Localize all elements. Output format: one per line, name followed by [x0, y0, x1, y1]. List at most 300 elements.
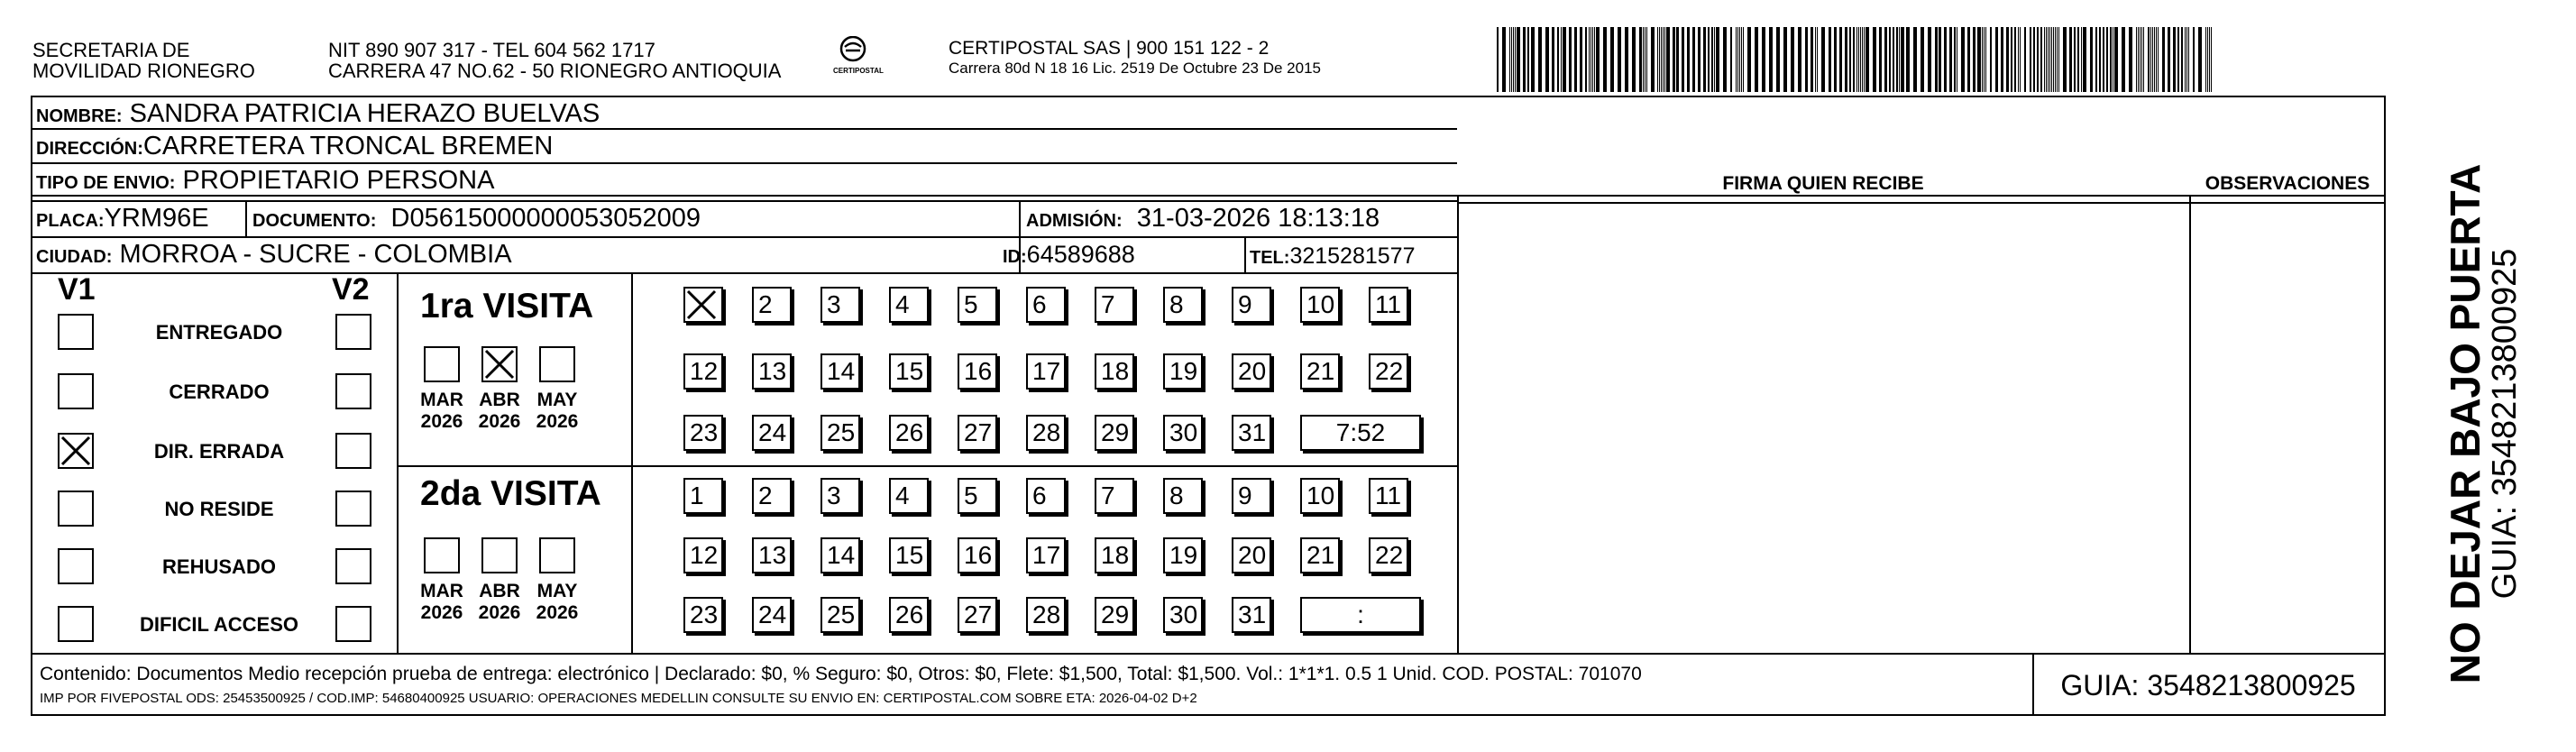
barcode-bar [1783, 27, 1787, 92]
barcode-bar [1603, 27, 1607, 92]
barcode-bar [2037, 27, 2039, 92]
footer-guia: GUIA: 3548213800925 [2060, 669, 2356, 702]
barcode-bar [1666, 27, 1670, 92]
day-checkbox[interactable]: 17 [1026, 537, 1066, 573]
day-checkbox[interactable]: 3 [820, 287, 860, 323]
day-checkbox[interactable]: 18 [1095, 353, 1134, 390]
tel-field: TEL:3215281577 [1250, 243, 1416, 269]
day-checkbox[interactable]: 4 [889, 287, 929, 323]
barcode-bar [2198, 27, 2202, 92]
barcode-bar [2020, 27, 2021, 92]
barcode-bar [1557, 27, 1559, 92]
barcode-bar [2143, 27, 2144, 92]
barcode-bar [2205, 27, 2206, 92]
barcode-bar [1990, 27, 1992, 92]
barcode-bar [1692, 27, 1695, 92]
barcode-bar [1545, 27, 1549, 92]
barcode-bar [1984, 27, 1985, 92]
barcode-bar [1834, 27, 1837, 92]
divider [1457, 202, 2386, 204]
barcode-bar [1862, 27, 1863, 92]
barcode-bar [1967, 27, 1970, 92]
barcode-bar [1515, 27, 1516, 92]
barcode-bar [2150, 27, 2151, 92]
barcode-bar [2046, 27, 2047, 92]
time-field[interactable]: : [1300, 597, 1421, 633]
day-checkbox[interactable]: 25 [820, 415, 860, 451]
certipostal-logo: CERTIPOSTAL [833, 36, 873, 75]
day-checkbox[interactable]: 27 [958, 415, 997, 451]
barcode-bar [1817, 27, 1818, 92]
barcode-bar [1625, 27, 1628, 92]
barcode-bar [1739, 27, 1740, 92]
status-v2-checkbox[interactable] [335, 433, 371, 469]
frame-top [31, 96, 2386, 97]
day-checkbox[interactable]: 8 [1163, 478, 1203, 514]
barcode-bar [1853, 27, 1855, 92]
day-checkbox[interactable]: 3 [820, 478, 860, 514]
day-checkbox[interactable]: 9 [1232, 287, 1271, 323]
status-label: ENTREGADO [155, 321, 283, 344]
frame-bottom [31, 714, 2386, 716]
frame-left [31, 96, 32, 716]
barcode-bar [2040, 27, 2042, 92]
barcode-bar [1592, 27, 1593, 92]
month-label: MAR 2026 [420, 390, 463, 432]
nombre-row: NOMBRE: SANDRA PATRICIA HERAZO BUELVAS [36, 99, 600, 128]
barcode-bar [1939, 27, 1941, 92]
barcode-bar [2095, 27, 2097, 92]
contenido-line: Contenido: Documentos Medio recepción prueba de entrega: electrónico | Declarado: $0, % Seguro: $0, Otros: $0, Flete: $1,500, Total: $1,500. Vol.: 1*1*1. 0.5 1 Unid. COD. POSTAL: 701070 [40, 664, 1642, 684]
barcode-bar [2048, 27, 2049, 92]
barcode-bar [1995, 27, 1998, 92]
barcode-bar [1954, 27, 1956, 92]
observaciones-header: OBSERVACIONES [2205, 173, 2370, 194]
barcode-bar [1736, 27, 1737, 92]
divider [397, 465, 1457, 467]
day-checkbox[interactable]: 7 [1095, 287, 1134, 323]
status-v1-checkbox[interactable] [58, 373, 94, 409]
barcode-bar [1646, 27, 1647, 92]
barcode-bar [2186, 27, 2187, 92]
barcode-bar [2177, 27, 2179, 92]
barcode-bar [1497, 27, 1499, 92]
barcode-bar [1906, 27, 1910, 92]
month-checkbox[interactable] [481, 537, 518, 573]
barcode-bar [1889, 27, 1891, 92]
day-checkbox[interactable]: 7 [1095, 478, 1134, 514]
status-label: DIFICIL ACCESO [139, 613, 298, 636]
divider [245, 200, 247, 236]
second-visit-title: 2da VISITA [420, 474, 601, 513]
barcode-bar [2074, 27, 2076, 92]
status-v1-checkbox[interactable] [58, 548, 94, 584]
barcode-bar [1538, 27, 1542, 92]
day-checkbox[interactable]: 4 [889, 478, 929, 514]
day-checkbox[interactable]: 13 [752, 353, 792, 390]
day-checkbox[interactable]: 8 [1163, 287, 1203, 323]
courier-info: CERTIPOSTAL SAS | 900 151 122 - 2 Carrera 80d N 18 16 Lic. 2519 De Octubre 23 De 2015 [949, 38, 1321, 77]
sender-info: NIT 890 907 317 - TEL 604 562 1717 CARRERA 47 NO.62 - 50 RIONEGRO ANTIOQUIA [328, 39, 782, 82]
divider [397, 272, 399, 653]
barcode-bar [1673, 27, 1675, 92]
barcode-bar [2140, 27, 2141, 92]
status-v1-checkbox[interactable] [58, 491, 94, 527]
tipo-envio-row: TIPO DE ENVIO: PROPIETARIO PERSONA [36, 166, 495, 195]
barcode-bar [1811, 27, 1813, 92]
month-label: ABR 2026 [478, 581, 521, 623]
day-checkbox[interactable]: 29 [1095, 415, 1134, 451]
month-checkbox[interactable] [424, 537, 460, 573]
barcode-bar [2156, 27, 2157, 92]
day-checkbox[interactable]: 2 [752, 287, 792, 323]
day-checkbox[interactable]: 16 [958, 537, 997, 573]
barcode-bar [1659, 27, 1660, 92]
status-label: NO RESIDE [164, 498, 274, 520]
time-field[interactable]: 7:52 [1300, 415, 1421, 451]
divider [31, 272, 1457, 274]
side-notice: NO DEJAR BAJO PUERTA GUIA: 3548213800925 [2442, 163, 2524, 684]
barcode-bar [1860, 27, 1861, 92]
barcode-bar [1664, 27, 1665, 92]
day-checkbox[interactable]: 17 [1026, 353, 1066, 390]
barcode-bar [2090, 27, 2093, 92]
v2-label: V2 [332, 272, 370, 307]
barcode-bar [1661, 27, 1662, 92]
barcode-bar [2168, 27, 2170, 92]
x-mark-icon [483, 348, 516, 381]
barcode-bar [2110, 27, 2112, 92]
month-checkbox[interactable] [539, 346, 575, 382]
barcode-bar [1574, 27, 1577, 92]
barcode-bar [1805, 27, 1808, 92]
barcode-bar [2044, 27, 2045, 92]
barcode-bar [1977, 27, 1981, 92]
day-checkbox[interactable]: 11 [1369, 478, 1408, 514]
barcode-bar [1856, 27, 1857, 92]
month-label: MAY 2026 [536, 390, 579, 432]
ciudad-field: CIUDAD: MORROA - SUCRE - COLOMBIA [36, 240, 512, 269]
barcode-bar [1839, 27, 1842, 92]
month-label: MAY 2026 [536, 581, 579, 623]
direccion-row: DIRECCIÓN:CARRETERA TRONCAL BREMEN [36, 132, 554, 160]
barcode-bar [1982, 27, 1983, 92]
barcode-bar [2001, 27, 2003, 92]
barcode-bar [2148, 27, 2150, 92]
day-checkbox[interactable]: 31 [1232, 415, 1271, 451]
barcode-bar [1643, 27, 1644, 92]
barcode-bar [1866, 27, 1869, 92]
month-checkbox[interactable] [481, 346, 518, 382]
status-v2-checkbox[interactable] [335, 606, 371, 642]
divider [1457, 195, 1459, 653]
barcode-bar [1973, 27, 1976, 92]
day-checkbox[interactable]: 21 [1300, 353, 1340, 390]
divider [31, 236, 1457, 238]
barcode-bar [1708, 27, 1710, 92]
barcode-bar [1509, 27, 1510, 92]
barcode-bar [2011, 27, 2012, 92]
barcode-bar [2129, 27, 2132, 92]
barcode-bar [1858, 27, 1859, 92]
barcode-bar [2158, 27, 2159, 92]
barcode-bar [1913, 27, 1917, 92]
barcode-bar [1747, 27, 1751, 92]
barcode-bar [2033, 27, 2035, 92]
barcode-bar [2209, 27, 2210, 92]
barcode-bar [1944, 27, 1947, 92]
status-v1-checkbox[interactable] [58, 433, 94, 469]
barcode-icon [1495, 27, 2216, 92]
barcode-bar [1829, 27, 1831, 92]
barcode-bar [1791, 27, 1794, 92]
barcode-bar [1815, 27, 1816, 92]
barcode-bar [1523, 27, 1526, 92]
day-checkbox[interactable]: 29 [1095, 597, 1134, 633]
day-checkbox[interactable]: 28 [1026, 597, 1066, 633]
day-checkbox[interactable]: 31 [1232, 597, 1271, 633]
barcode-bar [2103, 27, 2104, 92]
day-checkbox[interactable]: 20 [1232, 537, 1271, 573]
day-checkbox[interactable]: 22 [1369, 353, 1408, 390]
barcode-bar [1663, 27, 1664, 92]
day-checkbox[interactable]: 13 [752, 537, 792, 573]
status-v2-checkbox[interactable] [335, 373, 371, 409]
day-checkbox[interactable]: 20 [1232, 353, 1271, 390]
day-checkbox[interactable]: 14 [820, 353, 860, 390]
barcode-bar [2077, 27, 2079, 92]
barcode-bar [2154, 27, 2155, 92]
barcode-bar [1893, 27, 1894, 92]
barcode-bar [1845, 27, 1847, 92]
day-checkbox[interactable]: 5 [958, 287, 997, 323]
day-checkbox[interactable]: 27 [958, 597, 997, 633]
status-label: DIR. ERRADA [153, 440, 285, 463]
barcode-bar [1730, 27, 1732, 92]
barcode-bar [2185, 27, 2186, 92]
barcode-bar [1703, 27, 1706, 92]
barcode-bar [1769, 27, 1773, 92]
x-mark-icon [60, 435, 92, 467]
barcode-bar [1879, 27, 1882, 92]
barcode-bar [2049, 27, 2050, 92]
barcode-bar [1899, 27, 1900, 92]
barcode-bar [1928, 27, 1931, 92]
day-checkbox[interactable]: 30 [1163, 597, 1203, 633]
day-checkbox[interactable]: 24 [752, 415, 792, 451]
barcode-bar [1585, 27, 1587, 92]
admision-field: ADMISIÓN: 31-03-2026 18:13:18 [1026, 204, 1380, 233]
barcode-bar [1864, 27, 1865, 92]
barcode-bar [1714, 27, 1715, 92]
barcode-bar [2099, 27, 2101, 92]
barcode-bar [2138, 27, 2139, 92]
barcode-bar [1741, 27, 1742, 92]
barcode-bar [1873, 27, 1876, 92]
day-checkbox[interactable]: 23 [683, 415, 723, 451]
day-checkbox[interactable]: 15 [889, 537, 929, 573]
status-v2-checkbox[interactable] [335, 491, 371, 527]
barcode-bar [2018, 27, 2019, 92]
barcode-bar [2051, 27, 2052, 92]
month-checkbox[interactable] [424, 346, 460, 382]
barcode-bar [1821, 27, 1825, 92]
barcode-bar [2106, 27, 2108, 92]
firma-header: FIRMA QUIEN RECIBE [1722, 173, 1924, 194]
status-v1-checkbox[interactable] [58, 606, 94, 642]
day-checkbox[interactable]: 9 [1232, 478, 1271, 514]
barcode-bar [2058, 27, 2059, 92]
status-label: REHUSADO [162, 555, 276, 578]
day-checkbox[interactable]: 23 [683, 597, 723, 633]
status-v2-checkbox[interactable] [335, 314, 371, 350]
barcode-bar [1657, 27, 1658, 92]
barcode-bar [1755, 27, 1758, 92]
barcode-bar [2211, 27, 2212, 92]
month-label: MAR 2026 [420, 581, 463, 623]
day-checkbox[interactable]: 15 [889, 353, 929, 390]
first-visit-title: 1ra VISITA [420, 287, 594, 326]
barcode-bar [2057, 27, 2058, 92]
frame-right [2384, 96, 2386, 716]
barcode-bar [2030, 27, 2031, 92]
day-checkbox[interactable]: 19 [1163, 353, 1203, 390]
day-checkbox[interactable]: 21 [1300, 537, 1340, 573]
divider [1244, 236, 1246, 272]
barcode-bar [2069, 27, 2072, 92]
day-checkbox[interactable]: 6 [1026, 287, 1066, 323]
day-checkbox[interactable]: 5 [958, 478, 997, 514]
day-checkbox[interactable]: 12 [683, 353, 723, 390]
placa-field: PLACA:YRM96E [36, 204, 209, 233]
day-checkbox[interactable]: 25 [820, 597, 860, 633]
barcode-bar [2173, 27, 2176, 92]
barcode-bar [2024, 27, 2026, 92]
barcode-bar [1716, 27, 1719, 92]
day-checkbox[interactable]: 10 [1300, 478, 1340, 514]
barcode-bar [2136, 27, 2137, 92]
barcode-bar [2063, 27, 2067, 92]
month-label: ABR 2026 [478, 390, 521, 432]
barcode-bar [2188, 27, 2189, 92]
barcode-bar [1985, 27, 1986, 92]
sender-name: SECRETARIA DE MOVILIDAD RIONEGRO [32, 39, 255, 82]
barcode-bar [1737, 27, 1738, 92]
barcode-bar [1743, 27, 1744, 92]
barcode-bar [1618, 27, 1621, 92]
barcode-bar [1589, 27, 1590, 92]
day-checkbox[interactable]: 2 [752, 478, 792, 514]
barcode-bar [1596, 27, 1600, 92]
barcode-bar [1511, 27, 1512, 92]
day-checkbox[interactable]: 26 [889, 597, 929, 633]
barcode-bar [1687, 27, 1690, 92]
barcode-bar [1884, 27, 1887, 92]
barcode-bar [1723, 27, 1727, 92]
divider [2189, 195, 2191, 653]
v1-label: V1 [58, 272, 96, 307]
day-checkbox[interactable]: 26 [889, 415, 929, 451]
barcode-bar [1921, 27, 1924, 92]
day-checkbox[interactable]: 10 [1300, 287, 1340, 323]
day-checkbox[interactable]: 22 [1369, 537, 1408, 573]
barcode-bar [1698, 27, 1701, 92]
barcode-bar [1531, 27, 1535, 92]
barcode-bar [1569, 27, 1572, 92]
day-checkbox[interactable]: 19 [1163, 537, 1203, 573]
barcode-bar [2055, 27, 2056, 92]
barcode-bar [2141, 27, 2142, 92]
barcode-bar [2193, 27, 2195, 92]
barcode-bar [1594, 27, 1595, 92]
barcode-bar [2053, 27, 2054, 92]
day-checkbox[interactable]: 14 [820, 537, 860, 573]
barcode-bar [1949, 27, 1952, 92]
day-checkbox[interactable]: 1 [683, 478, 723, 514]
day-checkbox[interactable]: 11 [1369, 287, 1408, 323]
barcode-bar [1527, 27, 1529, 92]
id-field: ID:64589688 [1003, 241, 1135, 268]
barcode-bar [2114, 27, 2118, 92]
barcode-bar [2162, 27, 2165, 92]
day-checkbox[interactable]: 24 [752, 597, 792, 633]
barcode-bar [1645, 27, 1646, 92]
barcode-bar [1651, 27, 1655, 92]
barcode-bar [2083, 27, 2086, 92]
barcode-bar [1682, 27, 1684, 92]
day-checkbox[interactable]: 18 [1095, 537, 1134, 573]
barcode-bar [1935, 27, 1938, 92]
day-checkbox[interactable]: 16 [958, 353, 997, 390]
status-v2-checkbox[interactable] [335, 548, 371, 584]
barcode-bar [1610, 27, 1614, 92]
barcode-bar [2081, 27, 2082, 92]
month-checkbox[interactable] [539, 537, 575, 573]
day-checkbox[interactable]: 6 [1026, 478, 1066, 514]
barcode-bar [1961, 27, 1965, 92]
status-v1-checkbox[interactable] [58, 314, 94, 350]
barcode-bar [2181, 27, 2183, 92]
day-checkbox[interactable]: 30 [1163, 415, 1203, 451]
barcode-bar [1517, 27, 1520, 92]
barcode-bar [1849, 27, 1851, 92]
barcode-bar [1711, 27, 1713, 92]
barcode-bar [2122, 27, 2125, 92]
barcode-bar [2152, 27, 2153, 92]
x-mark-icon [685, 289, 718, 321]
barcode-bar [1513, 27, 1514, 92]
barcode-bar [1552, 27, 1554, 92]
barcode-bar [1896, 27, 1898, 92]
divider [631, 272, 633, 653]
barcode-bar [1776, 27, 1780, 92]
barcode-bar [1762, 27, 1765, 92]
barcode-bar [1639, 27, 1642, 92]
impresion-line: IMP POR FIVEPOSTAL ODS: 25453500925 / COD.IMP: 54680400925 USUARIO: OPERACIONES MEDELLIN CONSULTE SU ENVIO EN: CERTIPOSTAL.COM SOBRE ETA: 2026-04-02 D+2 [40, 691, 1197, 706]
barcode-bar [2014, 27, 2016, 92]
barcode-bar [2207, 27, 2208, 92]
barcode-bar [1632, 27, 1636, 92]
day-checkbox[interactable]: 28 [1026, 415, 1066, 451]
barcode-bar [1798, 27, 1801, 92]
barcode-bar [1563, 27, 1566, 92]
status-label: CERRADO [169, 381, 270, 403]
day-checkbox[interactable] [683, 287, 723, 323]
day-checkbox[interactable]: 12 [683, 537, 723, 573]
documento-field: DOCUMENTO: D05615000000053052009 [252, 204, 701, 233]
barcode-bar [1580, 27, 1582, 92]
barcode-bar [1676, 27, 1679, 92]
